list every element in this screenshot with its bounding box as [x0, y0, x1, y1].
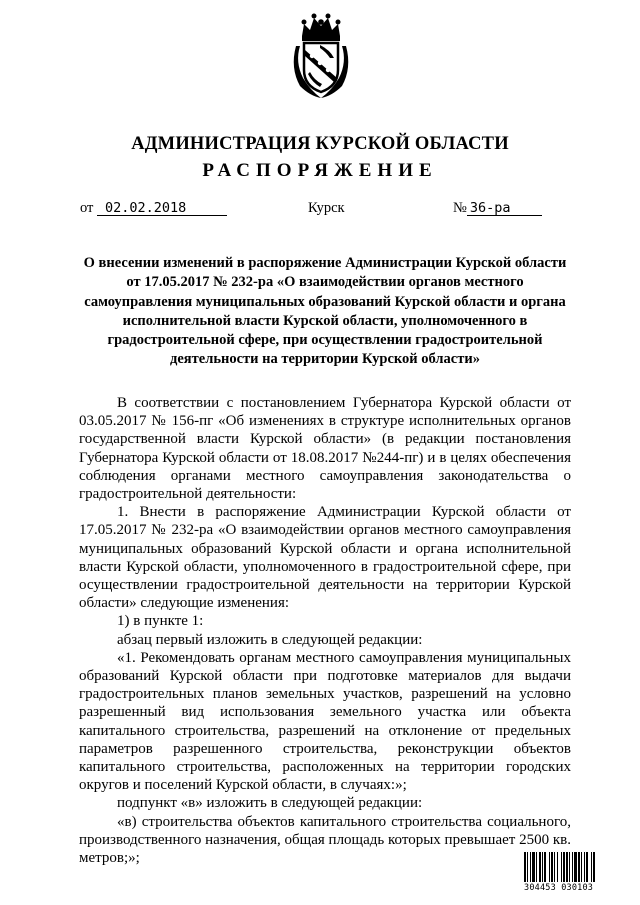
barcode-bars — [524, 852, 628, 882]
document-date — [80, 200, 227, 217]
barcode-number: 304453 030103 — [524, 883, 594, 893]
document-body — [79, 394, 571, 867]
barcode-stripe — [595, 852, 596, 882]
document-type: РАСПОРЯЖЕНИЕ — [202, 160, 438, 181]
document-number — [453, 200, 542, 217]
body-paragraph: «в) строительства объектов капитального строительства социального, производственного назначения, общая площадь которых превышает 2500 кв. метров;»; — [79, 813, 571, 867]
document-city: Курск — [308, 200, 345, 216]
date-prefix: от — [80, 200, 94, 216]
barcode — [524, 852, 628, 896]
number-prefix: № — [453, 200, 467, 216]
number-value: 36-ра — [467, 201, 542, 216]
body-paragraph: «1. Рекомендовать органам местного самоуправления муниципальных образований Курской области при подготовке материалов для выдачи градостроительных планов земельных участков, разрешений на условно разрешенный вид использования земельного участка или объекта капитального строительства, разрешений на отклонение от предельных параметров разрешенного строительства, реконструкции объектов капитального строительства, расположенных на территории городских округов и поселений Курской области, в случаях:»; — [79, 649, 571, 794]
document-title: О внесении изменений в распоряжение Администрации Курской области от 17.05.2017 № 232-ра «О взаимодействии органов местного самоуправления муниципальных образований Курской области и органа исполнительной власти Курской области, уполномоченного в градостроительной сфере, при осуществлении градостроительной деятельности на территории Курской области» — [83, 255, 567, 368]
date-value: 02.02.2018 — [97, 201, 227, 216]
body-paragraph: 1. Внести в распоряжение Администрации Курской области от 17.05.2017 № 232-ра «О взаимодействии органов местного самоуправления муниципальных образований Курской области и органа исполнительной власти Курской области, уполномоченного в градостроительной сфере, при осуществлении градостроительной деятельности на территории Курской области» следующие изменения: — [79, 504, 571, 612]
emblem-graphic — [290, 12, 352, 100]
coat-of-arms-emblem — [290, 12, 352, 100]
body-paragraph: В соответствии с постановлением Губернатора Курской области от 03.05.2017 № 156-пг «Об изменениях в структуре исполнительных органов государственной власти Курской области» (в редакции постановления Губернатора Курской области от 18.08.2017 №244-пг) и в целях обеспечения соблюдения органами местного самоуправления законодательства о градостроительной деятельности: — [79, 395, 571, 503]
organization-name: АДМИНИСТРАЦИЯ КУРСКОЙ ОБЛАСТИ — [131, 134, 509, 154]
body-paragraph: 1) в пункте 1: — [117, 613, 204, 630]
body-paragraph: абзац первый изложить в следующей редакции: — [117, 631, 423, 648]
body-paragraph: подпункт «в» изложить в следующей редакции: — [117, 795, 423, 812]
